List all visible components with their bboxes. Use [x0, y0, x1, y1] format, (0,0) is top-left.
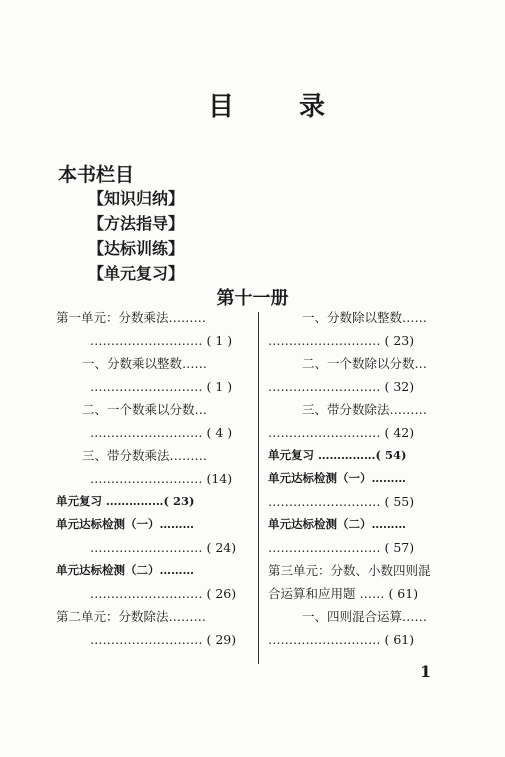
toc-entry: 第二单元：分数除法………: [56, 609, 207, 624]
toc-entry: ……………………… ( 23): [268, 333, 415, 348]
toc-entry: ……………………… ( 26): [90, 586, 237, 601]
toc-entry: 一、分数除以整数……: [302, 310, 428, 325]
toc-entry: 单元达标检测（一）………: [56, 517, 194, 531]
toc-entry: 三、带分数乘法………: [82, 448, 208, 463]
toc-entry: 合运算和应用题 …… ( 61): [268, 586, 419, 601]
toc-entry: ……………………… ( 29): [90, 632, 237, 647]
toc-entry: 三、带分数除法………: [302, 402, 428, 417]
toc-entry: ……………………… ( 24): [90, 540, 237, 555]
section-item: 【达标训练】: [88, 239, 185, 258]
toc-entry: 单元复习 ……………( 54): [268, 448, 407, 462]
toc-right-column: [268, 306, 452, 651]
toc-entry: 第一单元：分数乘法………: [56, 310, 207, 325]
page-number: 1: [420, 662, 432, 681]
toc-entry: 一、分数乘以整数……: [82, 356, 208, 371]
page-title: 目 录: [207, 92, 354, 122]
toc-entry: 二、一个数除以分数…: [302, 356, 428, 371]
toc-entry: 二、一个数乘以分数…: [82, 402, 208, 417]
toc-entry: 一、四则混合运算……: [302, 609, 428, 624]
section-item: 【单元复习】: [88, 264, 185, 283]
toc-entry: ……………………… ( 61): [268, 632, 415, 647]
toc-entry: ……………………… ( 57): [268, 540, 415, 555]
section-heading: 本书栏目: [58, 164, 135, 186]
toc-entry: 单元复习 ……………( 23): [56, 494, 195, 508]
toc-entry: ……………………… ( 55): [268, 494, 415, 509]
toc-entry: ……………………… (14): [90, 471, 233, 486]
toc-entry: ……………………… ( 32): [268, 379, 415, 394]
toc-entry: ……………………… ( 42): [268, 425, 415, 440]
toc-entry: ……………………… ( 4 ): [90, 425, 233, 440]
toc-entry: 单元达标检测（二）………: [56, 563, 194, 577]
toc-entry: ……………………… ( 1 ): [90, 333, 233, 348]
toc-entry: ……………………… ( 1 ): [90, 379, 233, 394]
section-item: 【方法指导】: [88, 214, 185, 233]
volume-title: 第十一册: [216, 288, 289, 309]
toc-entry: 第三单元：分数、小数四则混: [268, 563, 431, 578]
toc-entry: 单元达标检测（一）………: [268, 471, 406, 485]
toc-left-column: [56, 306, 244, 651]
column-divider: [258, 312, 259, 664]
section-item: 【知识归纳】: [88, 189, 185, 208]
toc-entry: 单元达标检测（二）………: [268, 517, 406, 531]
section-list: [88, 186, 184, 286]
